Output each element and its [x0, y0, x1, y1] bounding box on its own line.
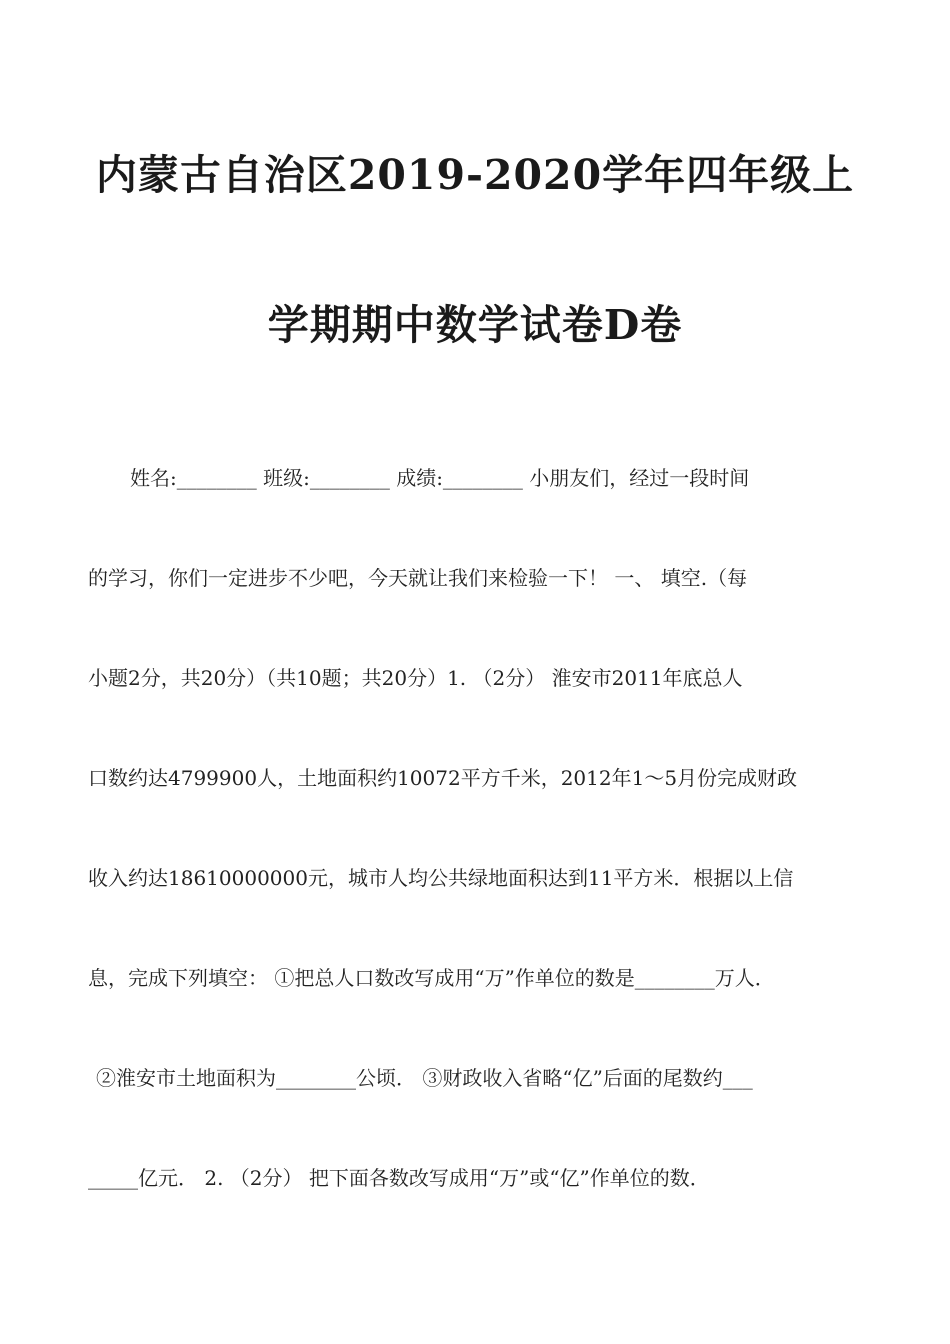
body-line-5: 收入约达18610000000元，城市人均公共绿地面积达到11平方米．根据以上信 — [88, 866, 794, 890]
body-line-7: ②淮安市土地面积为________公顷． ③财政收入省略“亿”后面的尾数约___ — [96, 1066, 753, 1090]
body-line-6: 息，完成下列填空： ①把总人口数改写成用“万”作单位的数是________万人． — [88, 966, 775, 990]
document-title-line-1: 内蒙古自治区2019-2020学年四年级上 — [95, 151, 855, 199]
body-line-2: 的学习，你们一定进步不少吧，今天就让我们来检验一下！ 一、 填空.（每 — [88, 566, 748, 590]
document-title-line-2: 学期期中数学试卷D卷 — [267, 301, 683, 349]
body-line-8: _____亿元． 2. （2分） 把下面各数改写成用“万”或“亿”作单位的数． — [88, 1166, 710, 1190]
body-line-1: 姓名:________ 班级:________ 成绩:________ 小朋友们，经过一段时间 — [130, 466, 750, 490]
body-line-3: 小题2分，共20分）（共10题；共20分）1. （2分） 淮安市2011年底总人 — [88, 666, 743, 690]
body-line-4: 口数约达4799900人，土地面积约10072平方千米，2012年1～5月份完成财政 — [88, 766, 798, 790]
